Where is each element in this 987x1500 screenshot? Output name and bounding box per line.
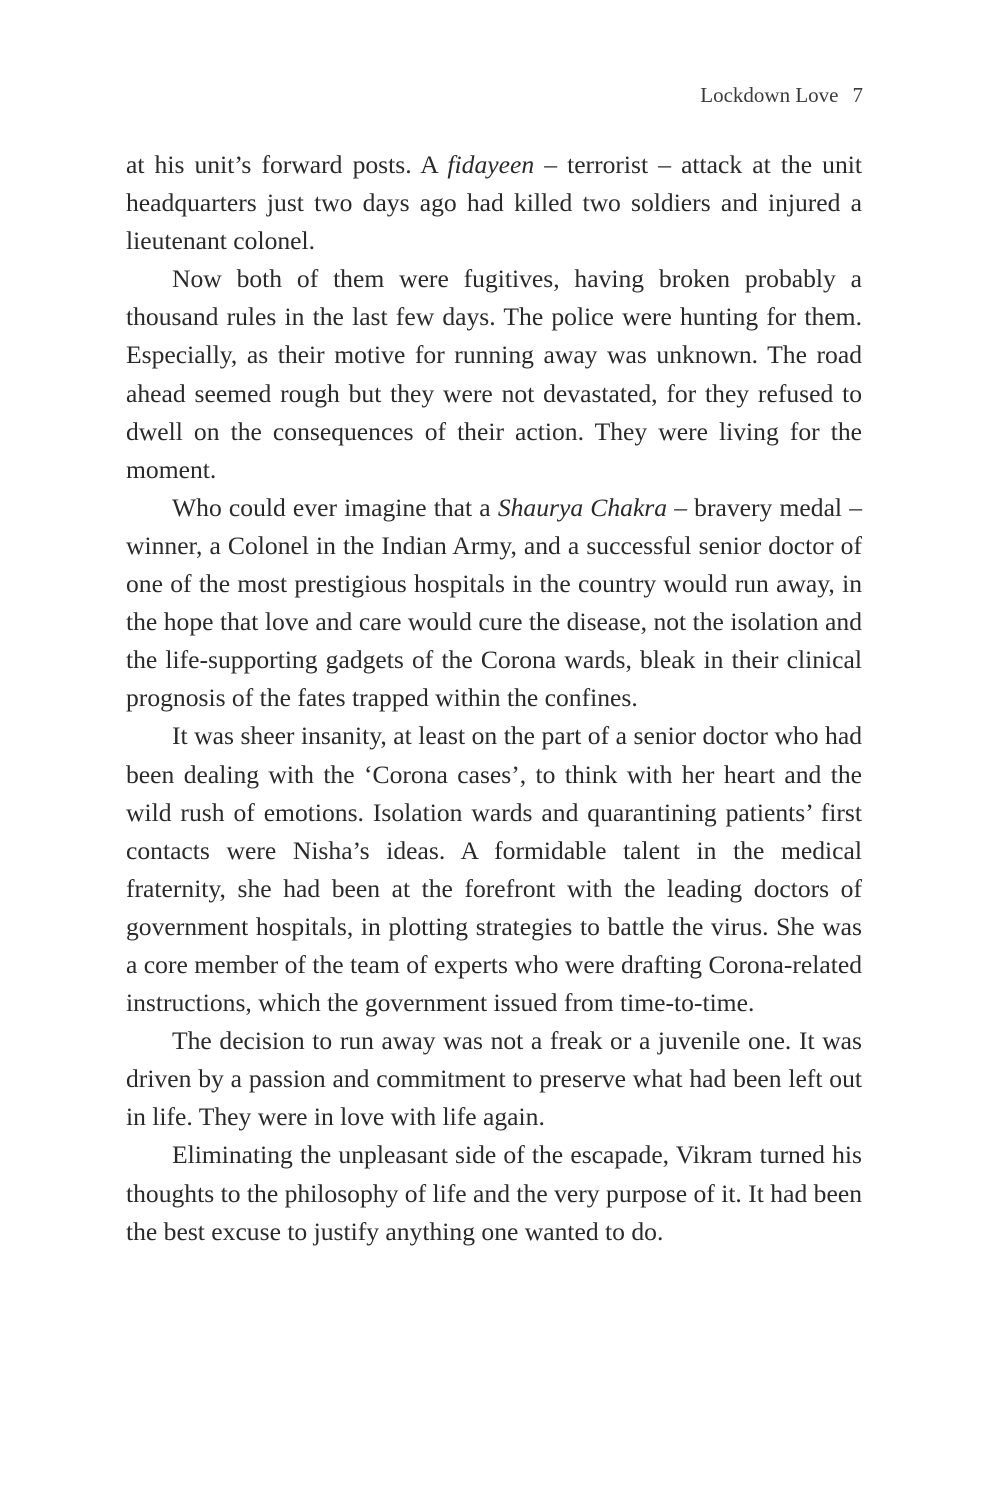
running-head-title: Lockdown Love <box>700 83 839 107</box>
paragraph: Now both of them were fugitives, having broken probably a thousand rules in the last few days. The police were hunting for them. Especially, as their motive for running away was unknown. The road ahead seemed rough but they were not devastated, for they refused to dwell on the consequences of their action. They were living for the moment. <box>126 264 862 484</box>
italic-term: Shaurya Chakra <box>497 492 668 522</box>
paragraph: It was sheer insanity, at least on the part of a senior doctor who had been dealing with the ‘Corona cases’, to think with her heart and the wild rush of emotions. Isolation wards and quarantining patients’ first contacts were Nisha’s ideas. A formidable talent in the medical fraternity, she had been at the forefront with the leading doctors of government hospitals, in plotting strategies to battle the virus. She was a core member of the team of experts who were drafting Corona-related instructions, which the government issued from time-to-time. <box>126 721 862 1018</box>
paragraph: The decision to run away was not a freak or a juvenile one. It was driven by a passion and commitment to preserve what had been left out in life. They were in love with life again. <box>126 1026 862 1132</box>
running-head <box>700 80 863 110</box>
italic-term: fidayeen <box>447 150 535 179</box>
paragraph: Eliminating the unpleasant side of the escapade, Vikram turned his thoughts to the philosophy of life and the very purpose of it. It had been the best excuse to justify anything one wanted to do. <box>126 1140 862 1246</box>
page-number: 7 <box>852 83 863 107</box>
paragraph: at his unit’s forward posts. A fidayeen – terrorist – attack at the unit headquarters just two days ago had killed two soldiers and injured a lieutenant colonel. <box>126 150 862 256</box>
paragraph: Who could ever imagine that a Shaurya Chakra – bravery medal – winner, a Colonel in the Indian Army, and a successful senior doctor of one of the most prestigious hospitals in the country would run away, in the hope that love and care would cure the disease, not the isolation and the life-supporting gadgets of the Corona wards, bleak in their clinical prognosis of the fates trapped within the confines. <box>126 492 862 713</box>
body-text <box>126 146 862 1251</box>
